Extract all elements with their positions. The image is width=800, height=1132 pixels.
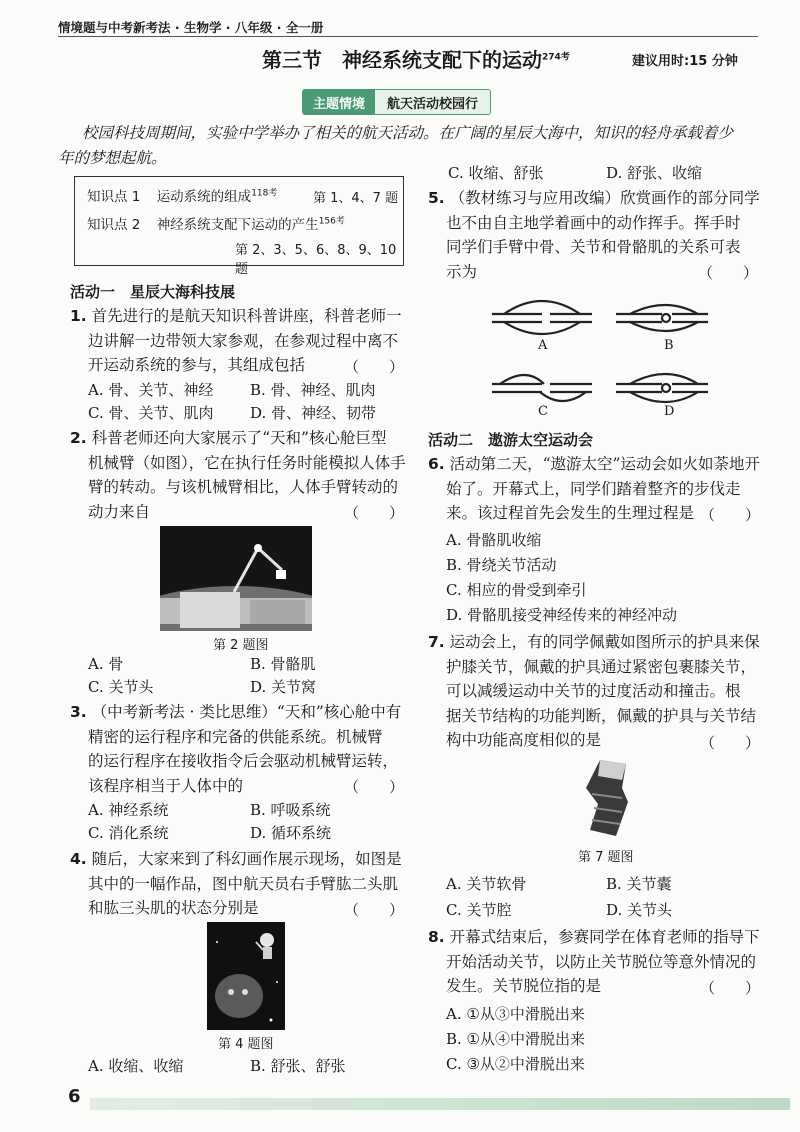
q4-option-d[interactable]: D. 舒张、收缩	[606, 164, 703, 182]
q6-option-c[interactable]: C. 相应的骨受到牵引	[446, 581, 587, 599]
diagram-label-d: D	[664, 404, 675, 419]
knowledge-point-1: 知识点 1 运动系统的组成$^{118考}$	[87, 188, 278, 205]
q7-option-c[interactable]: C. 关节腔	[446, 901, 512, 919]
diagram-label-b: B	[664, 338, 674, 353]
q8-answer-blank[interactable]: （ ）	[700, 979, 761, 997]
q7-caption: 第 7 题图	[578, 850, 634, 865]
intro-line-1: 校园科技周期间，实验中学举办了相关的航天活动。在广阔的星辰大海中，知识的轻舟承载着少	[82, 124, 734, 142]
astronaut-painting-figure	[207, 922, 285, 1030]
q3-option-b[interactable]: B. 呼吸系统	[250, 801, 331, 819]
q3-option-a[interactable]: A. 神经系统	[88, 801, 169, 819]
knee-brace-figure	[576, 758, 636, 840]
q4-option-c[interactable]: C. 收缩、舒张	[448, 164, 544, 182]
q2-answer-blank[interactable]: （ ）	[344, 504, 405, 522]
q7-option-d[interactable]: D. 关节头	[606, 901, 673, 919]
diagram-label-c: C	[538, 404, 548, 419]
space-station-figure	[160, 526, 312, 631]
q7-answer-blank[interactable]: （ ）	[700, 734, 761, 752]
theme-title: 航天活动校园行	[375, 90, 490, 114]
q7-option-a[interactable]: A. 关节软骨	[446, 875, 527, 893]
q2-caption: 第 2 题图	[213, 638, 269, 653]
q4-caption: 第 4 题图	[218, 1037, 274, 1052]
activity-2-title: 活动二 遨游太空运动会	[428, 431, 594, 449]
q1-option-b[interactable]: B. 骨、神经、肌肉	[250, 381, 376, 399]
theme-tag: 主题情境	[303, 90, 375, 114]
activity-1-title: 活动一 星辰大海科技展	[70, 283, 236, 301]
q3-option-d[interactable]: D. 循环系统	[250, 824, 332, 842]
q6-option-d[interactable]: D. 骨骼肌接受神经传来的神经冲动	[446, 606, 678, 624]
q4-option-b[interactable]: B. 舒张、舒张	[250, 1057, 346, 1075]
question-2: 2. 科普老师还向大家展示了“天和”核心舱巨型 机械臂（如图），它在执行任务时能模拟人体手 臂的转动。与该机械臂相比，人体手臂转动的 动力来自	[70, 429, 406, 521]
q1-option-c[interactable]: C. 骨、关节、肌肉	[88, 404, 214, 422]
q5-answer-blank[interactable]: （ ）	[698, 264, 759, 282]
page-number: 6	[68, 1086, 81, 1107]
time-hint: 建议用时:15 分钟	[632, 54, 738, 69]
q2-option-d[interactable]: D. 关节窝	[250, 678, 317, 696]
question-3: 3. （中考新考法 · 类比思维）“天和”核心舱中有 精密的运行程序和完备的供能系统。机械臂 的运行程序在接收指令后会驱动机械臂运转， 该程序相当于人体中的	[70, 703, 402, 795]
knowledge-point-2: 知识点 2 神经系统支配下运动的产生$^{156考}$	[87, 216, 345, 233]
footer-bar	[90, 1098, 790, 1110]
q6-option-a[interactable]: A. 骨骼肌收缩	[446, 531, 542, 549]
question-1: 1. 首先进行的是航天知识科普讲座，科普老师一 边讲解一边带领大家参观，在参观过程中离不 开运动系统的参与，其组成包括	[70, 307, 402, 374]
diagram-label-a: A	[538, 338, 548, 353]
q8-option-a[interactable]: A. ①从③中滑脱出来	[446, 1005, 585, 1023]
q2-option-c[interactable]: C. 关节头	[88, 678, 154, 696]
q8-option-b[interactable]: B. ①从④中滑脱出来	[446, 1030, 586, 1048]
question-6: 6. 活动第二天，“遨游太空”运动会如火如荼地开 始了。开幕式上，同学们踏着整齐的步伐走 来。该过程首先会发生的生理过程是	[428, 455, 760, 522]
q1-option-d[interactable]: D. 骨、神经、韧带	[250, 404, 377, 422]
q3-option-c[interactable]: C. 消化系统	[88, 824, 169, 842]
theme-banner	[302, 89, 491, 115]
book-header: 情境题与中考新考法 · 生物学 · 八年级 · 全一册	[58, 20, 324, 35]
q7-option-b[interactable]: B. 关节囊	[606, 875, 672, 893]
q3-answer-blank[interactable]: （ ）	[344, 778, 405, 796]
q4-answer-blank[interactable]: （ ）	[344, 901, 405, 919]
joint-muscle-diagrams	[486, 288, 716, 423]
q1-option-a[interactable]: A. 骨、关节、神经	[88, 381, 214, 399]
question-5: 5. （教材练习与应用改编）欣赏画作的部分同学 也不由自主地学着画中的动作挥手。挥手时 同学们手臂中骨、关节和骨骼肌的关系可表 示为	[428, 189, 760, 281]
section-title: 第三节 神经系统支配下的运动$^{274考}$	[262, 48, 570, 72]
question-8: 8. 开幕式结束后，参赛同学在体育老师的指导下 开始活动关节，以防止关节脱位等意外情况的 发生。关节脱位指的是	[428, 928, 760, 995]
question-4: 4. 随后，大家来到了科幻画作展示现场，如图是 其中的一幅作品，图中航天员右手臂肱二头肌 和肱三头肌的状态分别是	[70, 850, 402, 917]
q2-option-a[interactable]: A. 骨	[88, 655, 124, 673]
knowledge-point-2-questions: 第 2、3、5、6、8、9、10 题	[235, 243, 397, 277]
q4-option-a[interactable]: A. 收缩、收缩	[88, 1057, 184, 1075]
intro-line-2: 年的梦想起航。	[58, 149, 167, 167]
q6-option-b[interactable]: B. 骨绕关节活动	[446, 556, 557, 574]
q1-answer-blank[interactable]: （ ）	[344, 358, 405, 376]
header-rule	[58, 36, 758, 37]
question-7: 7. 运动会上，有的同学佩戴如图所示的护具来保 护膝关节，佩戴的护具通过紧密包裹膝关节， 可以减缓运动中关节的过度活动和撞击。根 据关节结构的功能判断，佩戴的护具与关节结 构中功能高度相似的是	[428, 633, 760, 749]
knowledge-box	[74, 176, 404, 277]
q8-option-c[interactable]: C. ③从②中滑脱出来	[446, 1055, 585, 1073]
knowledge-point-1-questions: 第 1、4、7 题	[313, 191, 399, 206]
q2-option-b[interactable]: B. 骨骼肌	[250, 655, 316, 673]
q6-answer-blank[interactable]: （ ）	[700, 506, 761, 524]
